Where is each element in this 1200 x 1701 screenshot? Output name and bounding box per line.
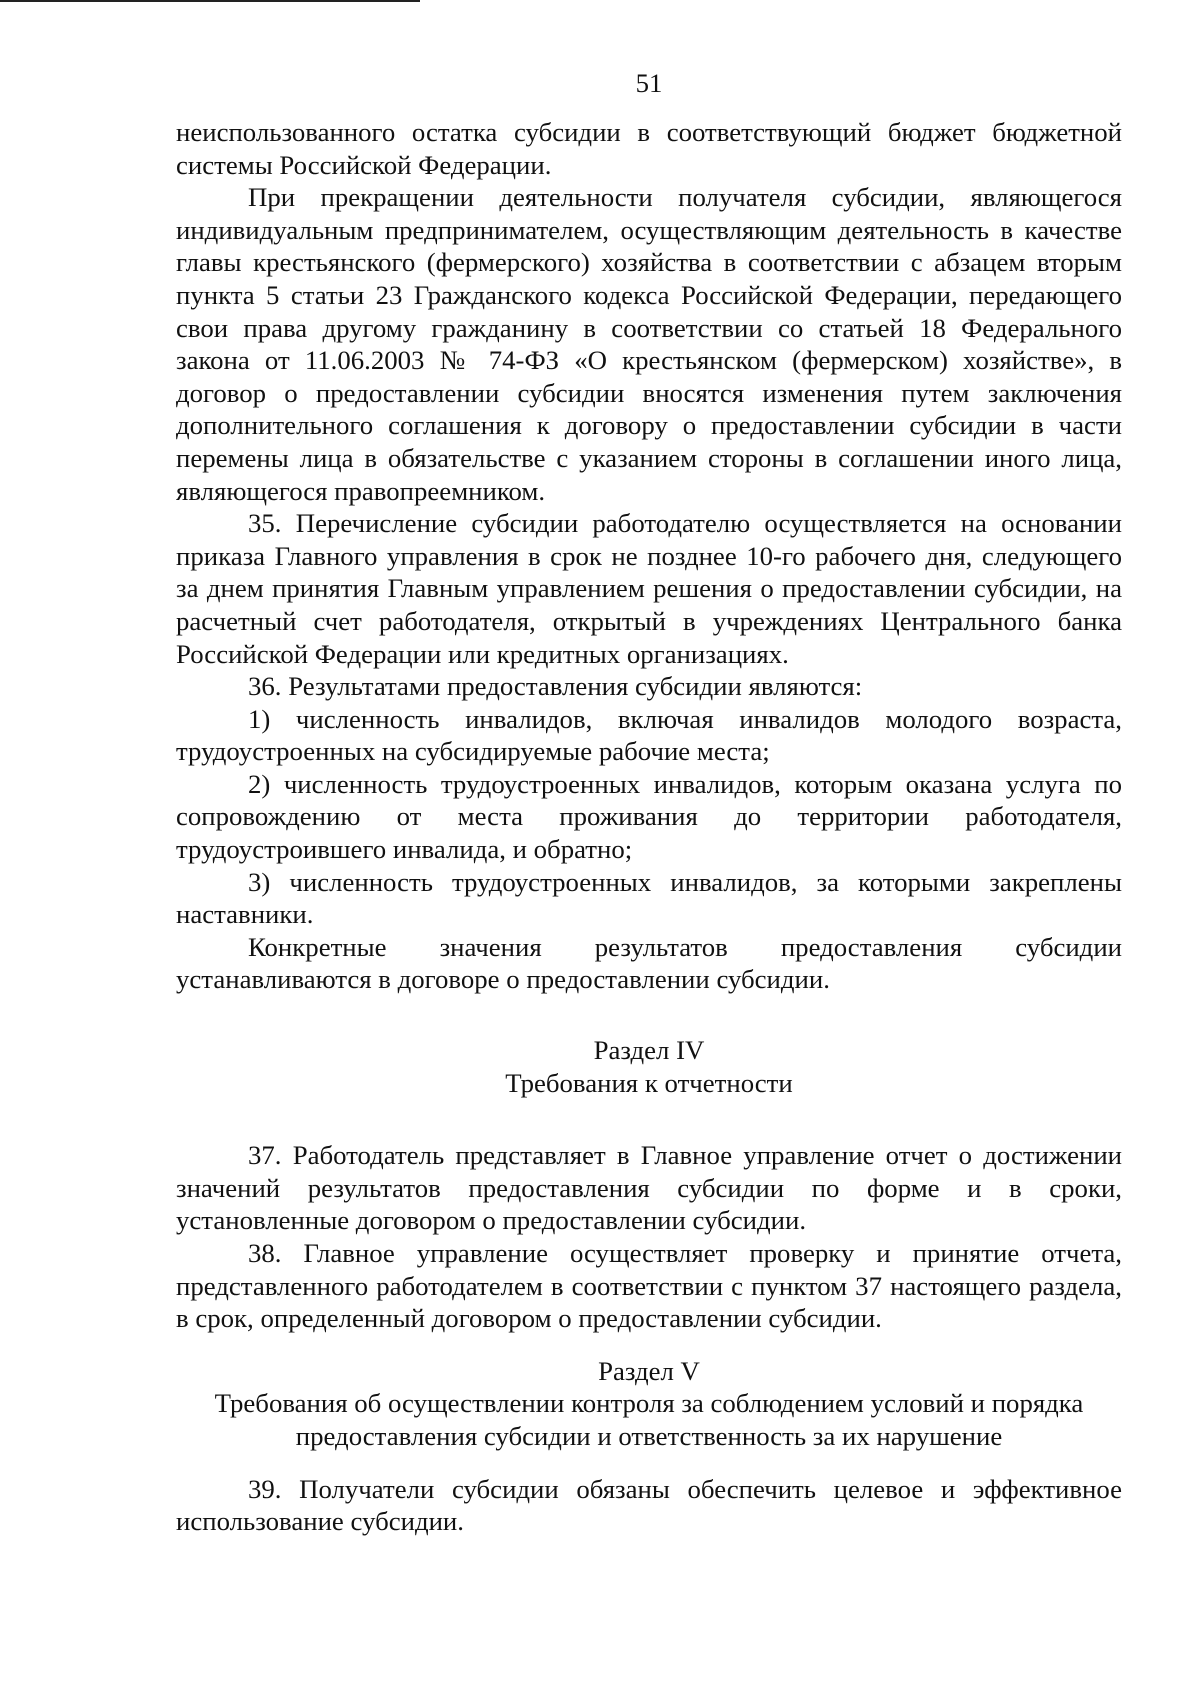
- section-4-heading: Раздел IV: [593, 1035, 705, 1066]
- paragraph-36-item-1: 1) численность инвалидов, включая инвалидов молодого возраста, трудоустроенных на субсидируемые рабочие места;: [176, 703, 1122, 767]
- paragraph-38: 38. Главное управление осуществляет проверку и принятие отчета, представленного работодателем в соответствии с пунктом 37 настоящего раздела, в срок, определенный договором о предоставлении субсидии.: [176, 1238, 1122, 1334]
- page-number: 51: [635, 68, 663, 98]
- paragraph-35: 35. Перечисление субсидии работодателю осуществляется на основании приказа Главного управления в срок не позднее 10-го рабочего дня, следующего за днем принятия Главным управлением решения о предоставлении субсидии, на расчетный счет работодателя, открытый в учреждениях Центрального банка Российской Федерации или кредитных организациях.: [176, 508, 1122, 669]
- document-page: [176, 62, 1122, 1538]
- paragraph-36-item-3: 3) численность трудоустроенных инвалидов, за которыми закреплены наставники.: [176, 866, 1122, 930]
- section-5-title-line-1: Требования об осуществлении контроля за соблюдением условий и порядка: [214, 1388, 1084, 1419]
- section-5-heading: Раздел V: [598, 1355, 700, 1386]
- scan-top-rule: [0, 0, 420, 2]
- paragraph-36-item-2: 2) численность трудоустроенных инвалидов, которым оказана услуга по сопровождению от места проживания до территории работодателя, трудоустроившего инвалида, и обратно;: [176, 768, 1122, 865]
- paragraph-37: 37. Работодатель представляет в Главное управление отчет о достижении значений результатов предоставления субсидии по форме и в сроки, установленные договором о предоставлении субсидии.: [176, 1140, 1122, 1236]
- paragraph-continuation: неиспользованного остатка субсидии в соответствующий бюджет бюджетной системы Российской Федерации.: [176, 117, 1122, 180]
- section-5-title-line-2: предоставления субсидии и ответственность за их нарушение: [295, 1420, 1003, 1451]
- paragraph-39: 39. Получатели субсидии обязаны обеспечить целевое и эффективное использование субсидии.: [176, 1473, 1122, 1537]
- paragraph-36: 36. Результатами предоставления субсидии являются:: [248, 671, 863, 702]
- paragraph-specific-values: Конкретные значения результатов предоставления субсидии устанавливаются в договоре о предоставлении субсидии.: [176, 931, 1122, 995]
- paragraph-farm-succession: При прекращении деятельности получателя субсидии, являющегося индивидуальным предпринимателем, осуществляющим деятельность в качестве главы крестьянского (фермерского) хозяйства в соответствии с абзацем вторым пункта 5 статьи 23 Гражданского кодекса Российской Федерации, передающего свои права другому гражданину в соответствии со статьей 18 Федерального закона от 11.06.2003 № 74-ФЗ «О крестьянском (фермерском) хозяйстве», в договор о предоставлении субсидии вносятся изменения путем заключения дополнительного соглашения к договору о предоставлении субсидии в части перемены лица в обязательстве с указанием стороны в соглашении иного лица, являющегося правопреемником.: [176, 182, 1122, 506]
- section-4-title: Требования к отчетности: [505, 1067, 793, 1098]
